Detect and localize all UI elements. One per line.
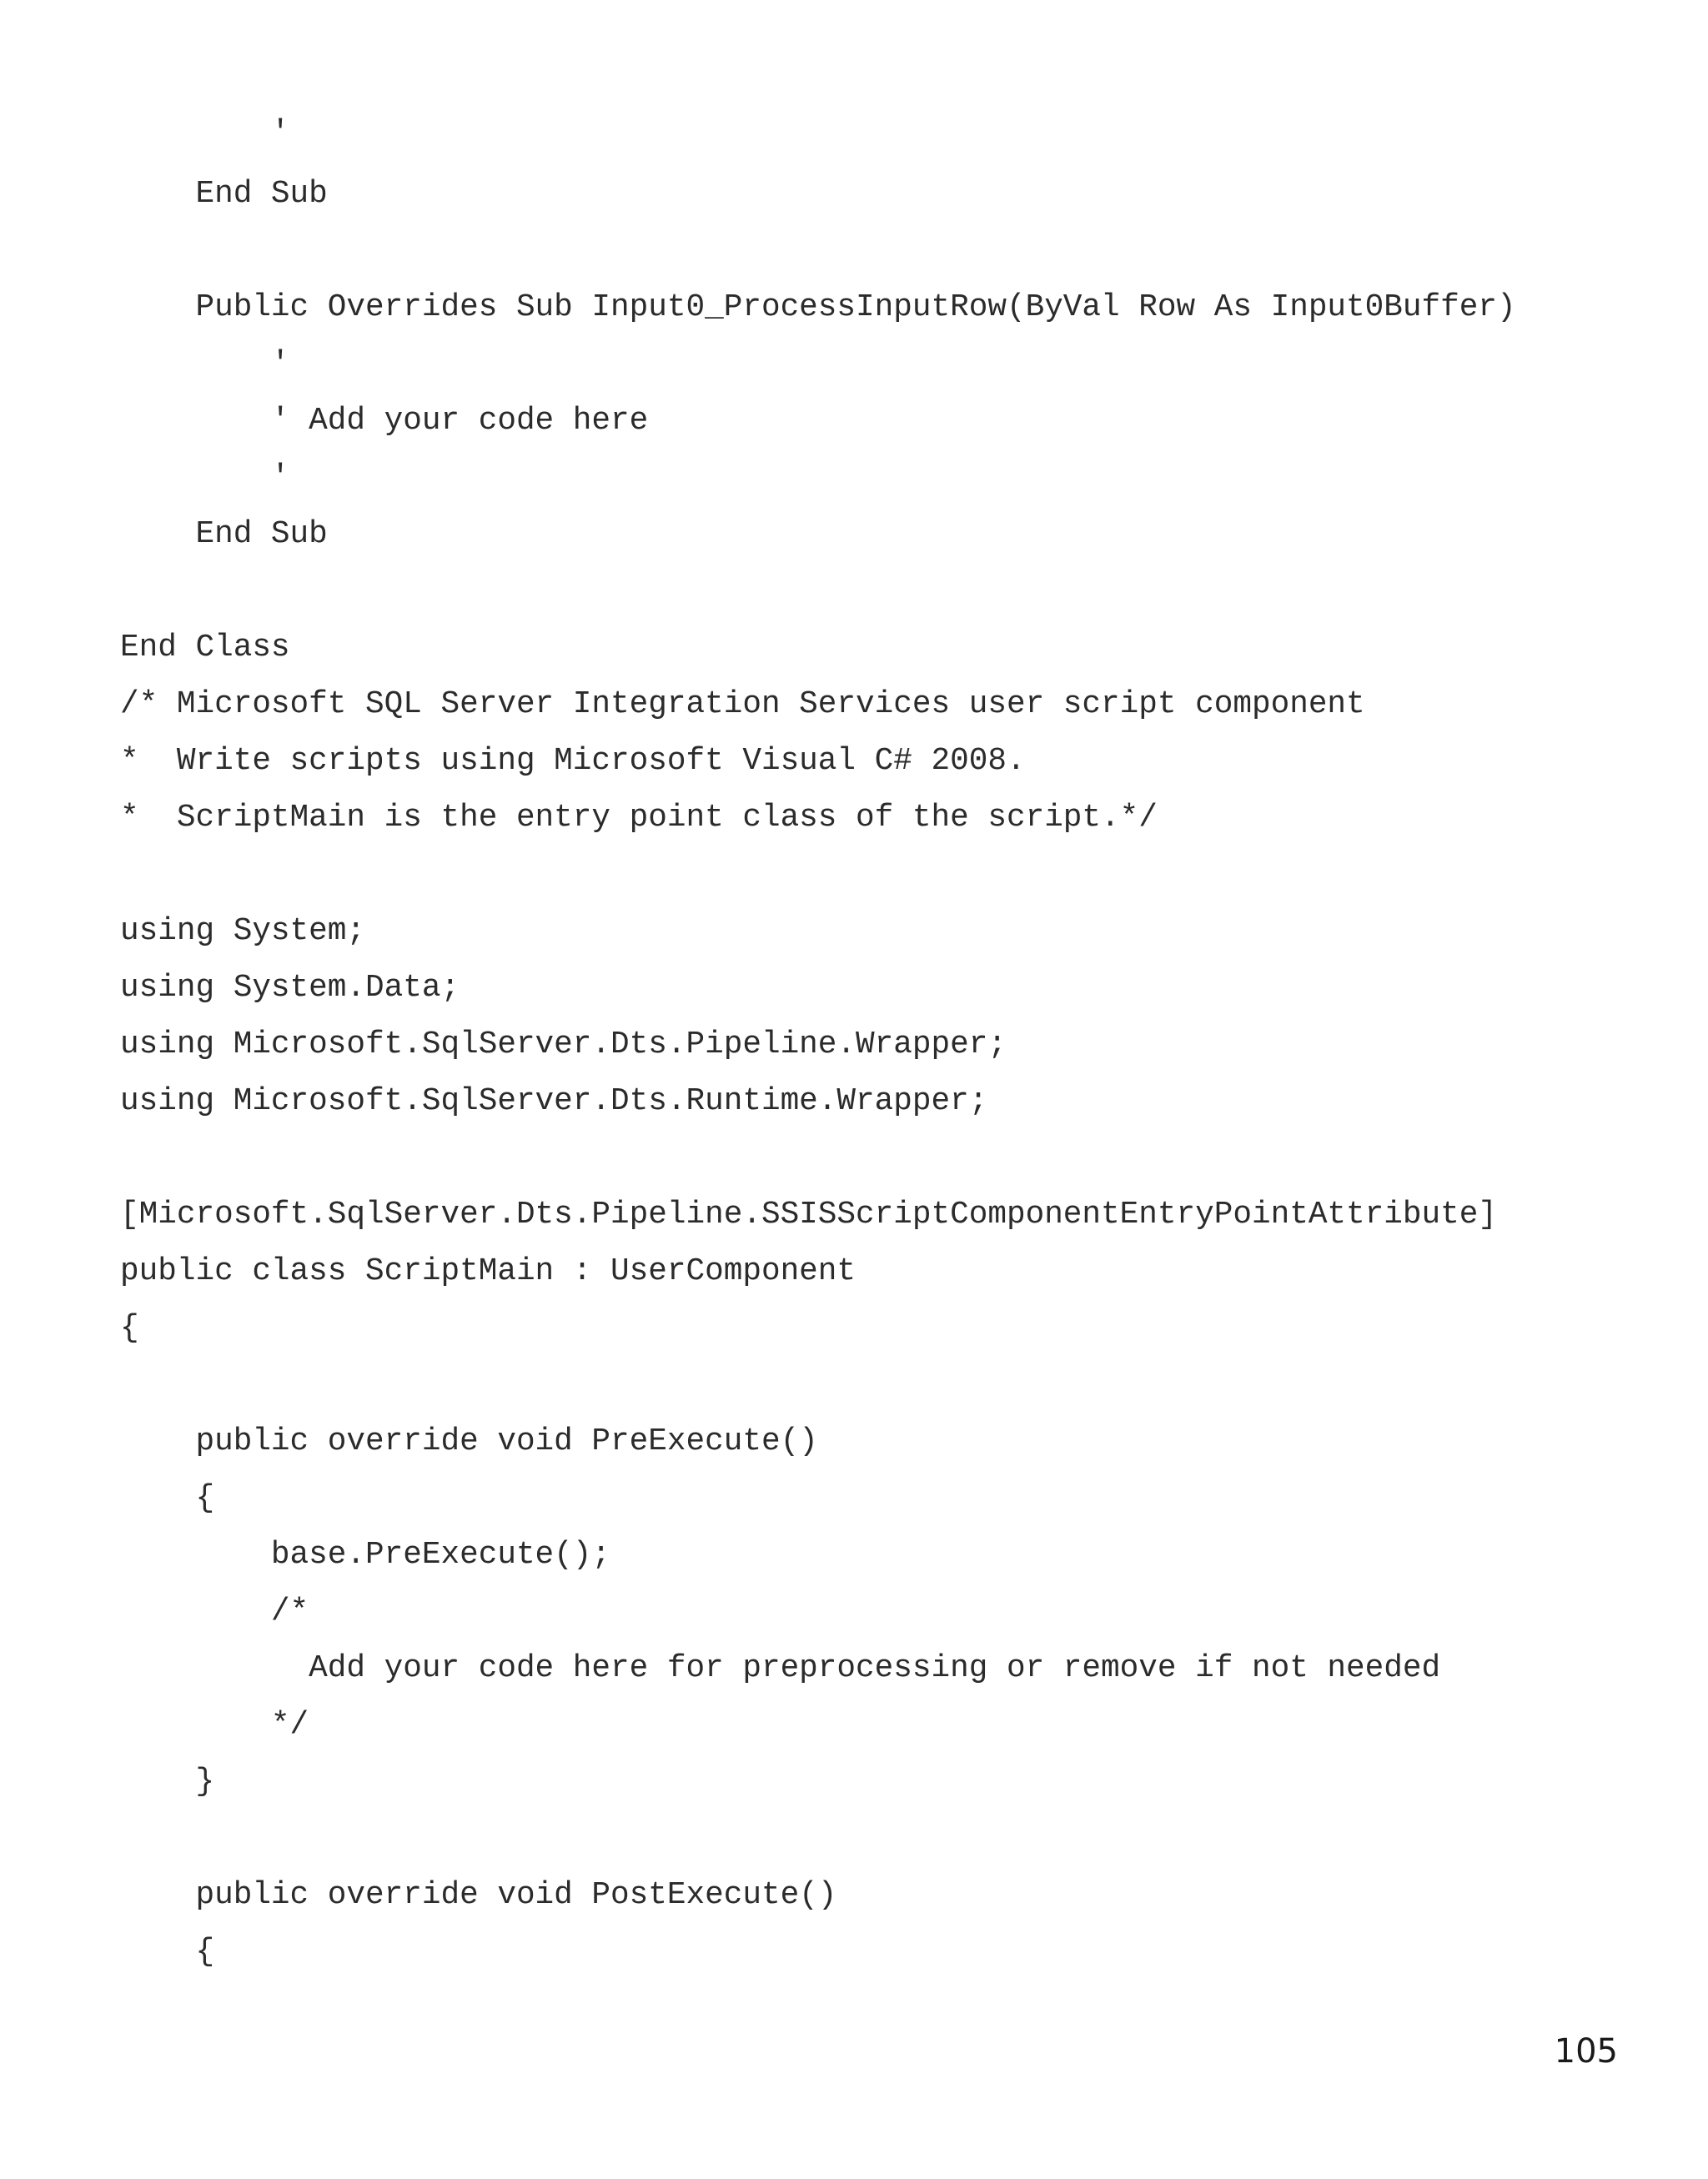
code-line: * Write scripts using Microsoft Visual C# 2008. [120, 744, 1026, 779]
code-line: public override void PreExecute() [120, 1424, 818, 1459]
page-number: 105 [1554, 2032, 1618, 2071]
code-line: public class ScriptMain : UserComponent [120, 1254, 857, 1289]
code-line: { [120, 1311, 139, 1346]
code-line: { [120, 1481, 215, 1516]
code-line: using System.Data; [120, 971, 460, 1006]
code-line: using Microsoft.SqlServer.Dts.Runtime.Wrapper; [120, 1084, 988, 1119]
code-line: Add your code here for preprocessing or remove if not needed [120, 1651, 1441, 1686]
code-line: ' Add your code here [120, 404, 649, 439]
code-line: /* [120, 1594, 309, 1629]
code-line: End Sub [120, 177, 328, 212]
code-line: [Microsoft.SqlServer.Dts.Pipeline.SSISScriptComponentEntryPointAttribute] [120, 1197, 1497, 1233]
code-line: /* Microsoft SQL Server Integration Services user script component [120, 687, 1365, 722]
code-line: ' [120, 460, 290, 495]
code-line: using Microsoft.SqlServer.Dts.Pipeline.Wrapper; [120, 1027, 1007, 1062]
code-line: */ [120, 1708, 309, 1743]
code-line: ' [120, 347, 290, 382]
code-line: ' [120, 116, 290, 151]
code-line: { [120, 1935, 215, 1970]
code-line: using System; [120, 914, 366, 949]
code-line: base.PreExecute(); [120, 1538, 611, 1573]
code-line: * ScriptMain is the entry point class of the script.*/ [120, 801, 1158, 836]
code-line: } [120, 1765, 215, 1800]
code-line: Public Overrides Sub Input0_ProcessInputRow(ByVal Row As Input0Buffer) [120, 290, 1516, 325]
code-line: public override void PostExecute() [120, 1878, 837, 1913]
code-line: End Sub [120, 517, 328, 552]
code-line: End Class [120, 630, 290, 665]
